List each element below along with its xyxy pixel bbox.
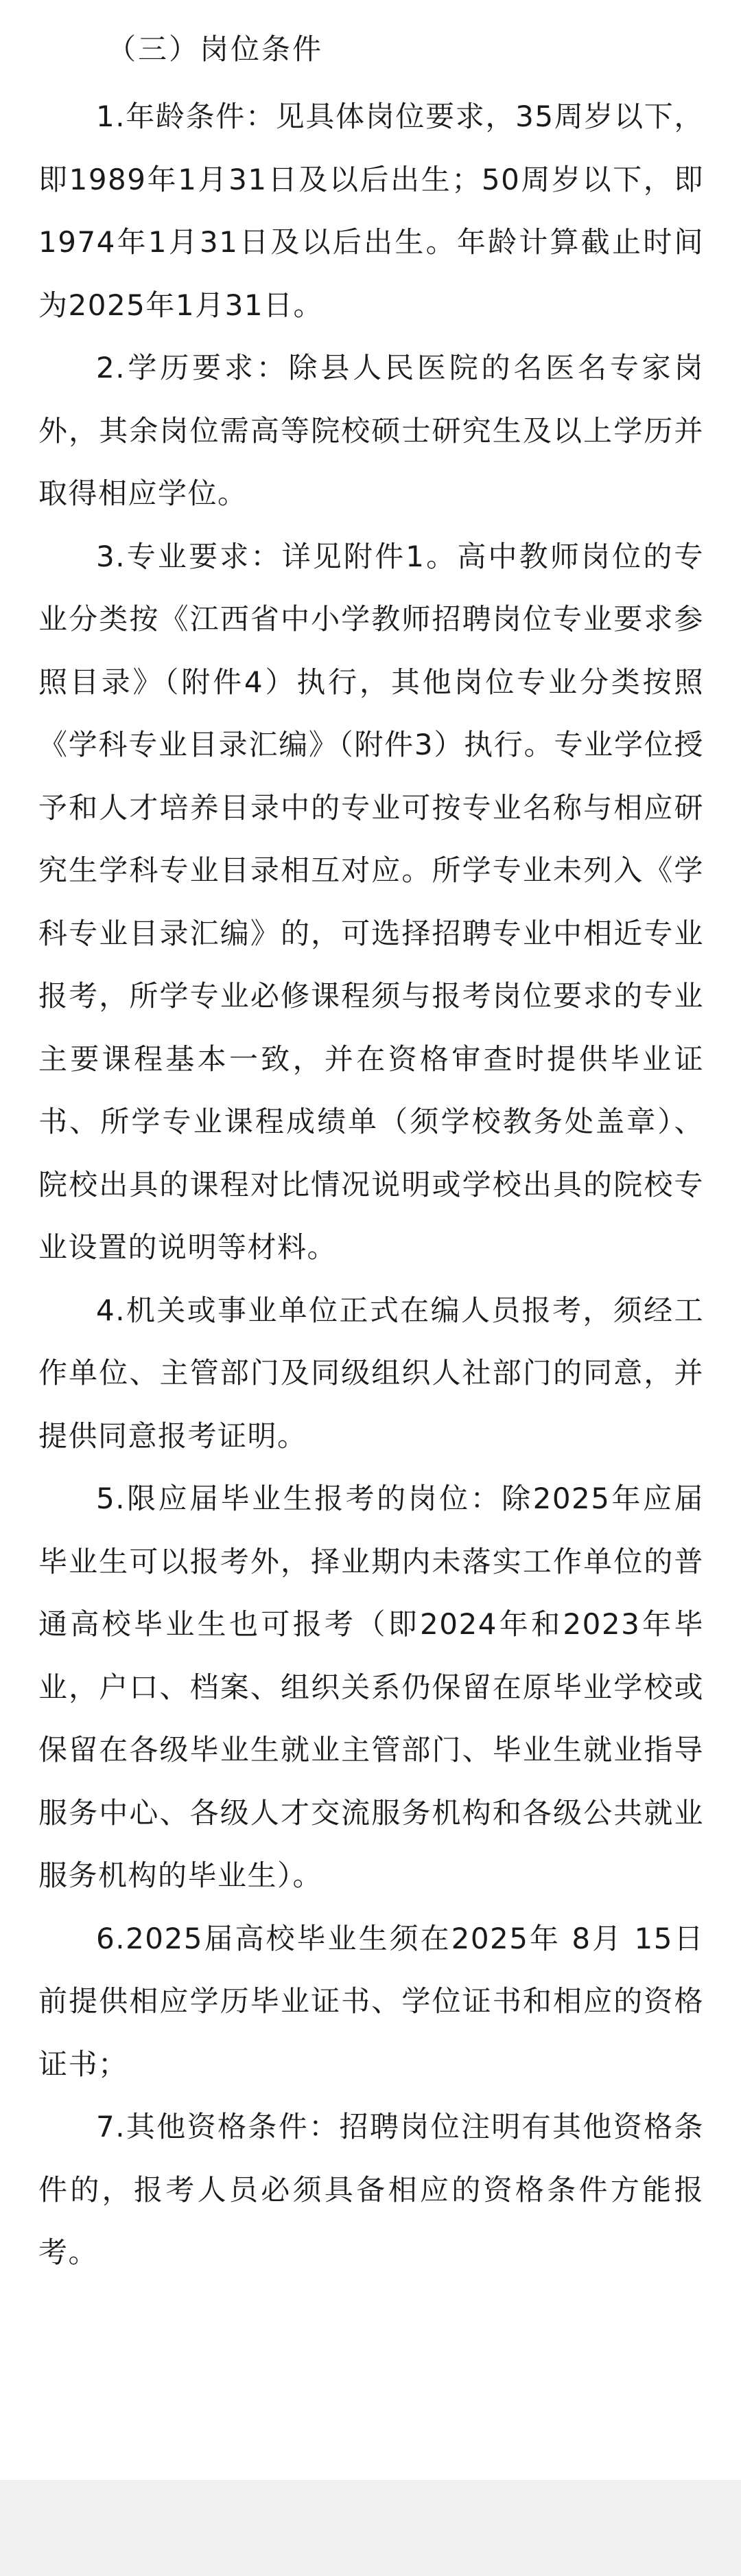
paragraph-major-requirement: 3.专业要求：详见附件1。高中教师岗位的专业分类按《江西省中小学教师招聘岗位专业要求参照目录》（附件4）执行，其他岗位专业分类按照《学科专业目录汇编》（附件3）执行。专业学位授予和人才培养目录中的专业可按专业名称与相应研究生学科专业目录相互对应。所学专业未列入《学科专业目录汇编》的，可选择招聘专业中相近专业报考，所学专业必修课程须与报考岗位要求的专业主要课程基本一致，并在资格审查时提供毕业证书、所学专业课程成绩单（须学校教务处盖章）、院校出具的课程对比情况说明或学校出具的院校专业设置的说明等材料。 [38,539,704,1264]
paragraph-certificate-deadline: 6.2025届高校毕业生须在2025年 8月 15日前提供相应学历毕业证书、学位证书和相应的资格证书； [38,1921,704,2081]
paragraph-in-service-staff: 4.机关或事业单位正式在编人员报考，须经工作单位、主管部门及同级组织人社部门的同意，并提供同意报考证明。 [38,1293,704,1453]
bottom-gray-band [0,2480,741,2576]
paragraph-fresh-graduates: 5.限应届毕业生报考的岗位：除2025年应届毕业生可以报考外，择业期内未落实工作单位的普通高校毕业生也可报考（即2024年和2023年毕业，户口、档案、组织关系仍保留在原毕业学校或保留在各级毕业生就业主管部门、毕业生就业指导服务中心、各级人才交流服务机构和各级公共就业服务机构的毕业生）。 [38,1482,704,1892]
paragraph-education-requirement: 2.学历要求：除县人民医院的名医名专家岗外，其余岗位需高等院校硕士研究生及以上学历并取得相应学位。 [38,351,704,510]
paragraph-other-qualifications: 7.其他资格条件：招聘岗位注明有其他资格条件的，报考人员必须具备相应的资格条件方能报考。 [38,2110,704,2269]
paragraph-age-requirement: 1.年龄条件：见具体岗位要求，35周岁以下，即1989年1月31日及以后出生；50周岁以下，即1974年1月31日及以后出生。年龄计算截止时间为2025年1月31日。 [38,100,704,322]
section-heading: （三）岗位条件 [107,32,324,66]
